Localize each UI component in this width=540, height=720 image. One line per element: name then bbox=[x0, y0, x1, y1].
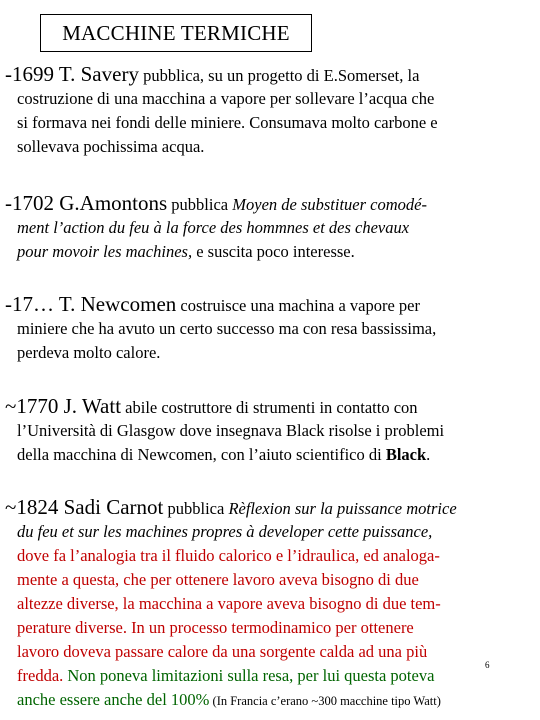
entry-watt bbox=[5, 394, 538, 467]
entry-text: sollevava pochissima acqua. bbox=[17, 137, 205, 156]
entry-line bbox=[5, 292, 538, 317]
entry-amontons bbox=[5, 191, 538, 264]
footnote: (In Francia c’erano ~300 macchine tipo Watt) bbox=[209, 694, 441, 708]
entry-date: ~1824 Sadi Carnot bbox=[5, 495, 164, 519]
entry-carnot bbox=[5, 495, 538, 712]
entry-line bbox=[5, 394, 538, 419]
entry-text-red: mente a questa, che per ottenere lavoro aveva bisogno di due bbox=[17, 570, 419, 589]
entry-text: perdeva molto calore. bbox=[17, 343, 161, 362]
work-title: pour movoir les machines, bbox=[17, 242, 193, 261]
entry-text-red: altezze diverse, la macchina a vapore aveva bisogno di due tem- bbox=[17, 594, 441, 613]
entry-text: miniere che ha avuto un certo successo ma con resa bassissima, bbox=[17, 319, 437, 338]
entry-text: della macchina di Newcomen, con l’aiuto scientifico di bbox=[17, 445, 386, 464]
entry-text-green: Non poneva limitazioni sulla resa, per lui questa poteva bbox=[63, 666, 435, 685]
entry-text: si formava nei fondi delle miniere. Consumava molto carbone e bbox=[17, 113, 438, 132]
entry-text: e suscita poco interesse. bbox=[192, 242, 355, 261]
work-title: Moyen de substituer comodé- bbox=[232, 195, 427, 214]
entry-text-bold: Black bbox=[385, 445, 427, 464]
entry-line bbox=[5, 62, 538, 87]
entry-text: costruisce una machina a vapore per bbox=[176, 296, 420, 315]
entry-line bbox=[5, 664, 538, 688]
entry-text-green: anche essere anche del 100% bbox=[17, 690, 210, 709]
entry-text-red: perature diverse. In un processo termodinamico per ottenere bbox=[17, 618, 414, 637]
entry-line bbox=[5, 191, 538, 216]
entry-date: -1702 G.Amontons bbox=[5, 191, 168, 215]
entry-line bbox=[5, 240, 538, 264]
entry-text: l’Università di Glasgow dove insegnava Black risolse i problemi bbox=[17, 421, 445, 440]
entry-date: -1699 T. Savery bbox=[5, 62, 139, 86]
entry-text: pubblica, su un progetto di E.Somerset, la bbox=[138, 66, 420, 85]
entry-text-red: fredda. bbox=[17, 666, 64, 685]
entry-text-red: dove fa l’analogia tra il fluido calorico e l’idraulica, ed analoga- bbox=[17, 546, 440, 565]
entry-text: pubblica bbox=[163, 499, 229, 518]
work-title: du feu et sur les machines propres à developer cette puissance, bbox=[17, 522, 433, 541]
entry-text-red: lavoro doveva passare calore da una sorgente calda ad una più bbox=[17, 642, 428, 661]
page-number: 6 bbox=[485, 660, 490, 670]
work-title: Rèflexion sur la puissance motrice bbox=[228, 499, 457, 518]
entry-text: costruzione di una macchina a vapore per sollevare l’acqua che bbox=[17, 89, 435, 108]
entry-text: pubblica bbox=[167, 195, 233, 214]
page-title: MACCHINE TERMICHE bbox=[40, 14, 312, 52]
entry-line bbox=[5, 443, 538, 467]
entry-newcomen bbox=[5, 292, 538, 365]
work-title: ment l’action du feu à la force des hommnes et des chevaux bbox=[17, 218, 410, 237]
entry-date: ~1770 J. Watt bbox=[5, 394, 122, 418]
entry-date: -17… T. Newcomen bbox=[5, 292, 177, 316]
entry-line bbox=[5, 688, 538, 712]
entry-line bbox=[5, 495, 538, 520]
entry-text: . bbox=[426, 445, 431, 464]
entry-savery bbox=[5, 62, 538, 159]
entry-text: abile costruttore di strumenti in contatto con bbox=[121, 398, 418, 417]
